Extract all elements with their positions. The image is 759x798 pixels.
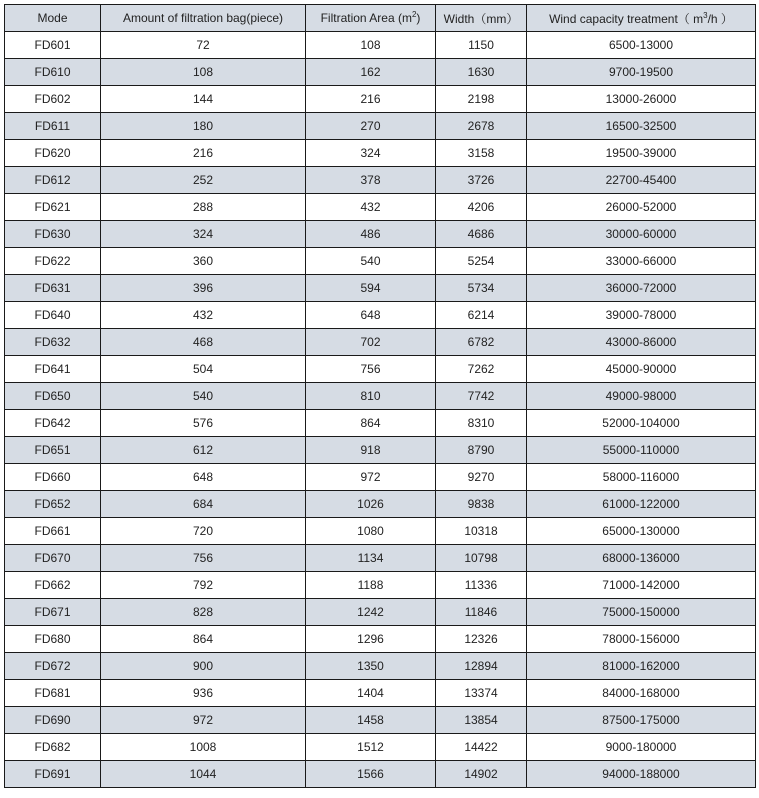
table-row [5,707,756,734]
cell-mode: FD680 [5,626,101,653]
cell-bags: 72 [101,32,306,59]
cell-width: 4206 [436,194,527,221]
header-area [306,5,436,32]
table-row [5,383,756,410]
table-row [5,410,756,437]
table-row [5,761,756,788]
cell-bags: 324 [101,221,306,248]
cell-area: 1512 [306,734,436,761]
cell-mode: FD612 [5,167,101,194]
cell-mode: FD632 [5,329,101,356]
cell-mode: FD631 [5,275,101,302]
cell-bags: 288 [101,194,306,221]
header-wind-text: Wind capacity treatment（ m [549,11,704,26]
cell-bags: 756 [101,545,306,572]
cell-area: 972 [306,464,436,491]
header-wind-suffix: /h ） [707,11,733,26]
cell-mode: FD652 [5,491,101,518]
cell-bags: 360 [101,248,306,275]
cell-mode: FD671 [5,599,101,626]
cell-area: 1134 [306,545,436,572]
cell-bags: 900 [101,653,306,680]
cell-width: 1630 [436,59,527,86]
cell-width: 1150 [436,32,527,59]
cell-area: 756 [306,356,436,383]
table-row [5,734,756,761]
cell-wind: 9700-19500 [527,59,756,86]
cell-width: 6214 [436,302,527,329]
cell-area: 540 [306,248,436,275]
cell-mode: FD690 [5,707,101,734]
cell-mode: FD661 [5,518,101,545]
cell-bags: 792 [101,572,306,599]
header-area-text: Filtration Area (m [320,11,412,25]
table-row [5,194,756,221]
cell-bags: 720 [101,518,306,545]
cell-area: 432 [306,194,436,221]
header-row [5,5,756,32]
cell-bags: 1044 [101,761,306,788]
table-row [5,113,756,140]
cell-width: 8790 [436,437,527,464]
table-row [5,653,756,680]
table-row [5,59,756,86]
table-row [5,356,756,383]
cell-bags: 648 [101,464,306,491]
cell-mode: FD622 [5,248,101,275]
table-row [5,599,756,626]
cell-width: 3158 [436,140,527,167]
header-bags: Amount of filtration bag(piece) [101,5,306,32]
cell-wind: 30000-60000 [527,221,756,248]
cell-width: 14422 [436,734,527,761]
cell-bags: 936 [101,680,306,707]
table-row [5,329,756,356]
cell-wind: 22700-45400 [527,167,756,194]
table-row [5,626,756,653]
table-row [5,140,756,167]
cell-wind: 55000-110000 [527,437,756,464]
cell-mode: FD662 [5,572,101,599]
cell-area: 1404 [306,680,436,707]
cell-mode: FD672 [5,653,101,680]
header-wind [527,5,756,32]
cell-width: 7742 [436,383,527,410]
cell-mode: FD682 [5,734,101,761]
cell-mode: FD691 [5,761,101,788]
header-area-sup: 2 [411,10,417,19]
cell-wind: 26000-52000 [527,194,756,221]
cell-mode: FD611 [5,113,101,140]
cell-width: 12326 [436,626,527,653]
cell-wind: 13000-26000 [527,86,756,113]
cell-bags: 612 [101,437,306,464]
cell-wind: 61000-122000 [527,491,756,518]
cell-bags: 540 [101,383,306,410]
cell-wind: 9000-180000 [527,734,756,761]
cell-bags: 216 [101,140,306,167]
table-row [5,437,756,464]
cell-wind: 58000-116000 [527,464,756,491]
cell-mode: FD660 [5,464,101,491]
cell-wind: 94000-188000 [527,761,756,788]
cell-area: 1242 [306,599,436,626]
table-row [5,86,756,113]
cell-width: 2198 [436,86,527,113]
cell-area: 486 [306,221,436,248]
cell-area: 1350 [306,653,436,680]
cell-width: 6782 [436,329,527,356]
cell-wind: 78000-156000 [527,626,756,653]
cell-mode: FD602 [5,86,101,113]
cell-wind: 84000-168000 [527,680,756,707]
cell-bags: 252 [101,167,306,194]
cell-wind: 36000-72000 [527,275,756,302]
cell-area: 594 [306,275,436,302]
cell-width: 11336 [436,572,527,599]
header-width: Width（mm） [436,5,527,32]
cell-area: 162 [306,59,436,86]
cell-bags: 828 [101,599,306,626]
cell-area: 1296 [306,626,436,653]
cell-wind: 33000-66000 [527,248,756,275]
cell-wind: 49000-98000 [527,383,756,410]
cell-bags: 684 [101,491,306,518]
cell-wind: 45000-90000 [527,356,756,383]
cell-wind: 68000-136000 [527,545,756,572]
cell-mode: FD620 [5,140,101,167]
cell-bags: 864 [101,626,306,653]
cell-mode: FD630 [5,221,101,248]
cell-bags: 468 [101,329,306,356]
table-row [5,221,756,248]
cell-mode: FD641 [5,356,101,383]
cell-width: 10318 [436,518,527,545]
cell-bags: 144 [101,86,306,113]
cell-wind: 39000-78000 [527,302,756,329]
cell-area: 270 [306,113,436,140]
table-body [5,32,756,788]
table-row [5,518,756,545]
cell-area: 648 [306,302,436,329]
cell-bags: 108 [101,59,306,86]
cell-mode: FD681 [5,680,101,707]
cell-area: 324 [306,140,436,167]
cell-area: 1080 [306,518,436,545]
table-row [5,464,756,491]
cell-width: 5254 [436,248,527,275]
cell-width: 2678 [436,113,527,140]
cell-width: 3726 [436,167,527,194]
cell-wind: 52000-104000 [527,410,756,437]
cell-width: 4686 [436,221,527,248]
cell-width: 11846 [436,599,527,626]
cell-wind: 87500-175000 [527,707,756,734]
cell-mode: FD601 [5,32,101,59]
cell-mode: FD642 [5,410,101,437]
header-mode: Mode [5,5,101,32]
cell-wind: 6500-13000 [527,32,756,59]
cell-width: 12894 [436,653,527,680]
cell-area: 1188 [306,572,436,599]
cell-wind: 65000-130000 [527,518,756,545]
cell-area: 918 [306,437,436,464]
table-row [5,275,756,302]
cell-wind: 16500-32500 [527,113,756,140]
table-row [5,572,756,599]
cell-width: 8310 [436,410,527,437]
table-row [5,248,756,275]
cell-wind: 19500-39000 [527,140,756,167]
cell-mode: FD670 [5,545,101,572]
cell-width: 9270 [436,464,527,491]
cell-width: 7262 [436,356,527,383]
cell-bags: 504 [101,356,306,383]
cell-area: 702 [306,329,436,356]
cell-width: 13374 [436,680,527,707]
table-row [5,545,756,572]
cell-mode: FD621 [5,194,101,221]
spec-table [4,4,756,788]
table-row [5,680,756,707]
cell-bags: 1008 [101,734,306,761]
cell-bags: 972 [101,707,306,734]
cell-bags: 396 [101,275,306,302]
cell-width: 13854 [436,707,527,734]
cell-mode: FD640 [5,302,101,329]
cell-wind: 43000-86000 [527,329,756,356]
table-row [5,302,756,329]
cell-area: 378 [306,167,436,194]
cell-bags: 576 [101,410,306,437]
cell-area: 810 [306,383,436,410]
cell-mode: FD650 [5,383,101,410]
cell-width: 14902 [436,761,527,788]
cell-wind: 71000-142000 [527,572,756,599]
cell-wind: 81000-162000 [527,653,756,680]
header-area-suffix: ) [416,11,421,25]
cell-area: 1026 [306,491,436,518]
cell-wind: 75000-150000 [527,599,756,626]
cell-width: 9838 [436,491,527,518]
cell-width: 10798 [436,545,527,572]
header-wind-sup: 3 [703,10,708,20]
cell-bags: 180 [101,113,306,140]
table-row [5,32,756,59]
cell-width: 5734 [436,275,527,302]
table-row [5,491,756,518]
cell-mode: FD610 [5,59,101,86]
cell-area: 864 [306,410,436,437]
table-row [5,167,756,194]
cell-bags: 432 [101,302,306,329]
cell-mode: FD651 [5,437,101,464]
cell-area: 108 [306,32,436,59]
cell-area: 1458 [306,707,436,734]
cell-area: 1566 [306,761,436,788]
cell-area: 216 [306,86,436,113]
table-header [5,5,756,32]
